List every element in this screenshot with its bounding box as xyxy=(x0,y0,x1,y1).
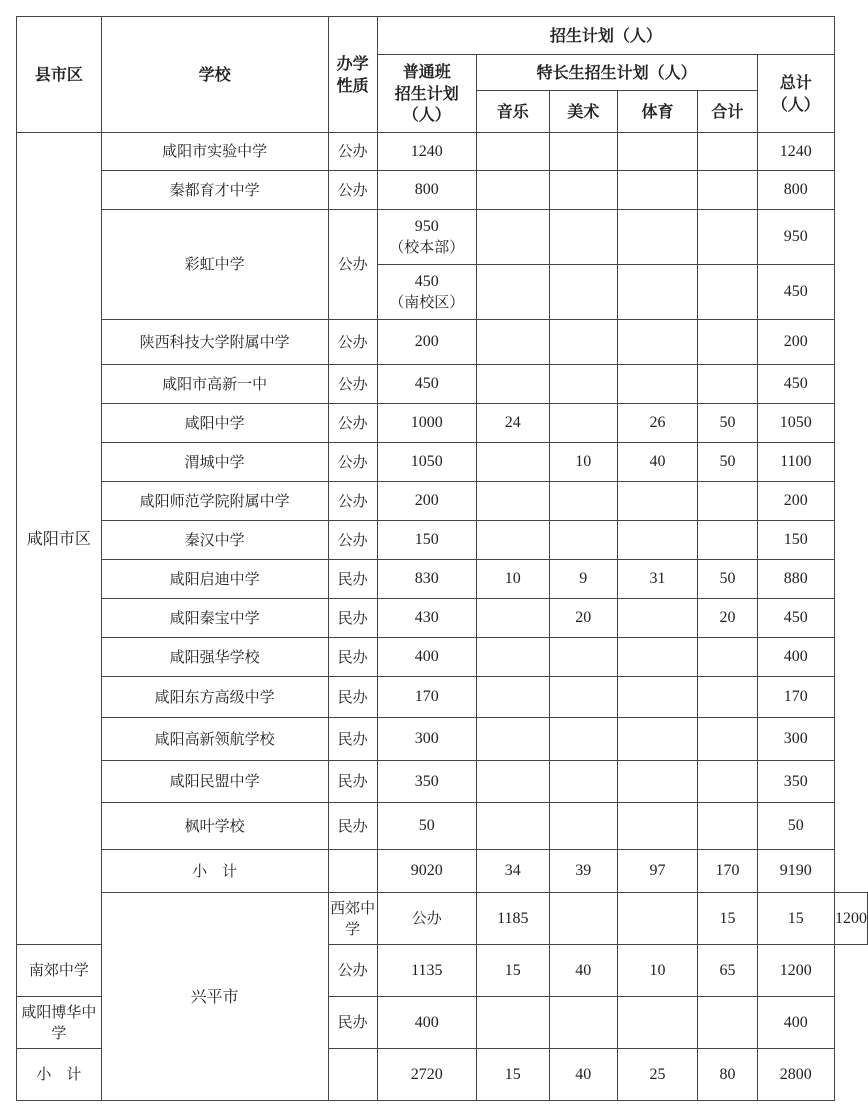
campus-note: （校本部） xyxy=(389,239,465,256)
table-row xyxy=(17,365,868,404)
total-count: 170 xyxy=(757,677,834,718)
music-count xyxy=(476,521,549,560)
header-regular-line3: （人） xyxy=(402,105,451,125)
sports-count xyxy=(617,718,698,761)
music-count xyxy=(476,599,549,638)
total-count: 1050 xyxy=(757,404,834,443)
special-sum xyxy=(698,718,757,761)
music-count xyxy=(476,718,549,761)
school-nature: 公办 xyxy=(328,945,377,997)
art-count xyxy=(549,677,617,718)
special-sum: 50 xyxy=(698,404,757,443)
art-count: 39 xyxy=(549,850,617,893)
header-nature-line2: 性质 xyxy=(336,75,369,95)
table-row xyxy=(17,893,868,945)
sports-count xyxy=(617,320,698,365)
sports-count xyxy=(617,365,698,404)
sports-count xyxy=(617,997,698,1049)
regular-count: 830 xyxy=(377,560,476,599)
header-total-line1: 总计 xyxy=(779,72,812,92)
regular-count: 1050 xyxy=(377,443,476,482)
table-row xyxy=(17,560,868,599)
total-count: 800 xyxy=(757,171,834,210)
sports-count xyxy=(617,761,698,803)
regular-count: 9020 xyxy=(377,850,476,893)
regular-count: 1240 xyxy=(377,133,476,171)
regular-count: 1185 xyxy=(476,893,549,945)
school-name: 咸阳市高新一中 xyxy=(101,365,328,404)
regular-count: 200 xyxy=(377,482,476,521)
music-count xyxy=(476,171,549,210)
school-name: 南郊中学 xyxy=(17,945,102,997)
art-count xyxy=(549,404,617,443)
regular-count: 2720 xyxy=(377,1049,476,1101)
special-sum xyxy=(698,482,757,521)
music-count xyxy=(476,443,549,482)
school-nature: 民办 xyxy=(328,677,377,718)
table-row xyxy=(17,210,868,265)
art-count: 40 xyxy=(549,945,617,997)
table-row xyxy=(17,761,868,803)
school-name: 陕西科技大学附属中学 xyxy=(101,320,328,365)
header-sports: 体育 xyxy=(617,91,698,133)
regular-count: 450 xyxy=(377,365,476,404)
total-count: 200 xyxy=(757,320,834,365)
school-nature: 公办 xyxy=(328,133,377,171)
school-name: 咸阳中学 xyxy=(101,404,328,443)
special-sum xyxy=(698,677,757,718)
regular-count: 150 xyxy=(377,521,476,560)
regular-count: 400 xyxy=(377,997,476,1049)
school-nature: 民办 xyxy=(328,599,377,638)
sports-count: 97 xyxy=(617,850,698,893)
total-count: 350 xyxy=(757,761,834,803)
header-county: 县市区 xyxy=(17,17,102,133)
table-row xyxy=(17,718,868,761)
table-row xyxy=(17,677,868,718)
header-art: 美术 xyxy=(549,91,617,133)
regular-count: 400 xyxy=(377,638,476,677)
special-sum xyxy=(698,171,757,210)
regular-value: 950 xyxy=(414,218,439,236)
art-count xyxy=(617,893,698,945)
music-count: 15 xyxy=(476,945,549,997)
special-sum: 50 xyxy=(698,560,757,599)
total-count: 880 xyxy=(757,560,834,599)
art-count: 40 xyxy=(549,1049,617,1101)
total-count: 1240 xyxy=(757,133,834,171)
total-count: 1200 xyxy=(835,893,868,945)
total-count: 400 xyxy=(757,997,834,1049)
table-row xyxy=(17,803,868,850)
special-sum: 170 xyxy=(698,850,757,893)
school-nature: 公办 xyxy=(328,404,377,443)
header-nature-line1: 办学 xyxy=(336,53,369,73)
art-count: 9 xyxy=(549,560,617,599)
table-row xyxy=(17,404,868,443)
regular-count: 170 xyxy=(377,677,476,718)
total-count: 50 xyxy=(757,803,834,850)
table-row xyxy=(17,599,868,638)
header-subtotal: 合计 xyxy=(698,91,757,133)
subtotal-label: 小 计 xyxy=(101,850,328,893)
special-sum xyxy=(698,803,757,850)
school-name: 秦都育才中学 xyxy=(101,171,328,210)
regular-count: 800 xyxy=(377,171,476,210)
table-row xyxy=(17,521,868,560)
school-nature: 公办 xyxy=(328,210,377,320)
sports-count xyxy=(617,171,698,210)
table-row xyxy=(17,482,868,521)
music-count xyxy=(476,677,549,718)
school-name: 咸阳强华学校 xyxy=(101,638,328,677)
header-enrollment-plan: 招生计划（人） xyxy=(377,17,834,55)
music-count xyxy=(476,761,549,803)
table-row xyxy=(17,171,868,210)
subtotal-row xyxy=(17,850,868,893)
regular-count: 350 xyxy=(377,761,476,803)
music-count xyxy=(476,482,549,521)
total-count: 200 xyxy=(757,482,834,521)
art-count xyxy=(549,171,617,210)
header-regular-line2: 招生计划 xyxy=(394,83,459,103)
campus-note: （南校区） xyxy=(389,294,465,311)
school-name: 渭城中学 xyxy=(101,443,328,482)
total-count: 300 xyxy=(757,718,834,761)
school-name: 咸阳东方高级中学 xyxy=(101,677,328,718)
header-total xyxy=(757,55,834,133)
sports-count: 26 xyxy=(617,404,698,443)
enrollment-table-container xyxy=(16,16,868,1101)
header-nature xyxy=(328,17,377,133)
art-count: 10 xyxy=(549,443,617,482)
school-nature: 民办 xyxy=(328,560,377,599)
regular-value: 450 xyxy=(414,273,439,291)
special-sum xyxy=(698,133,757,171)
total-count: 150 xyxy=(757,521,834,560)
special-sum xyxy=(698,997,757,1049)
art-count xyxy=(549,482,617,521)
header-music: 音乐 xyxy=(476,91,549,133)
music-count xyxy=(476,210,549,265)
sports-count xyxy=(617,482,698,521)
school-nature: 民办 xyxy=(328,761,377,803)
school-name: 秦汉中学 xyxy=(101,521,328,560)
school-name: 咸阳市实验中学 xyxy=(101,133,328,171)
music-count xyxy=(476,133,549,171)
sports-count: 40 xyxy=(617,443,698,482)
special-sum xyxy=(698,365,757,404)
art-count xyxy=(549,803,617,850)
school-name: 咸阳博华中学 xyxy=(17,997,102,1049)
header-regular-plan xyxy=(377,55,476,133)
sports-count xyxy=(617,133,698,171)
table-row xyxy=(17,638,868,677)
art-count xyxy=(549,997,617,1049)
special-sum xyxy=(698,210,757,265)
music-count xyxy=(476,365,549,404)
total-count: 450 xyxy=(757,599,834,638)
regular-count: 1000 xyxy=(377,404,476,443)
school-nature: 公办 xyxy=(328,171,377,210)
art-count xyxy=(549,320,617,365)
school-nature: 民办 xyxy=(328,718,377,761)
music-count: 10 xyxy=(476,560,549,599)
sports-count: 31 xyxy=(617,560,698,599)
art-count xyxy=(549,761,617,803)
art-count xyxy=(549,521,617,560)
table-row xyxy=(17,320,868,365)
school-nature: 公办 xyxy=(328,320,377,365)
school-nature: 公办 xyxy=(328,443,377,482)
special-sum: 15 xyxy=(757,893,834,945)
art-count xyxy=(549,718,617,761)
school-name: 咸阳秦宝中学 xyxy=(101,599,328,638)
regular-count: 430 xyxy=(377,599,476,638)
header-regular-line1: 普通班 xyxy=(402,62,451,82)
school-name: 咸阳民盟中学 xyxy=(101,761,328,803)
school-name: 西郊中学 xyxy=(328,893,377,945)
art-count xyxy=(549,133,617,171)
music-count xyxy=(476,997,549,1049)
total-count: 2800 xyxy=(757,1049,834,1101)
music-count xyxy=(476,320,549,365)
art-count xyxy=(549,210,617,265)
art-count xyxy=(549,638,617,677)
sports-count xyxy=(617,638,698,677)
regular-count: 300 xyxy=(377,718,476,761)
school-nature: 民办 xyxy=(328,803,377,850)
special-sum xyxy=(698,761,757,803)
total-count: 9190 xyxy=(757,850,834,893)
regular-count xyxy=(377,210,476,265)
school-name: 咸阳启迪中学 xyxy=(101,560,328,599)
art-count xyxy=(549,265,617,320)
music-count: 24 xyxy=(476,404,549,443)
school-nature: 公办 xyxy=(328,521,377,560)
sports-count xyxy=(617,803,698,850)
school-nature: 公办 xyxy=(328,482,377,521)
total-count: 1100 xyxy=(757,443,834,482)
sports-count xyxy=(617,265,698,320)
table-row xyxy=(17,133,868,171)
music-count xyxy=(476,265,549,320)
total-count: 450 xyxy=(757,265,834,320)
art-count: 20 xyxy=(549,599,617,638)
sports-count: 15 xyxy=(698,893,757,945)
regular-count: 50 xyxy=(377,803,476,850)
sports-count: 25 xyxy=(617,1049,698,1101)
total-count: 950 xyxy=(757,210,834,265)
school-nature xyxy=(328,850,377,893)
music-count: 34 xyxy=(476,850,549,893)
special-sum: 20 xyxy=(698,599,757,638)
music-count xyxy=(549,893,617,945)
total-count: 400 xyxy=(757,638,834,677)
school-nature xyxy=(328,1049,377,1101)
total-count: 450 xyxy=(757,365,834,404)
music-count: 15 xyxy=(476,1049,549,1101)
art-count xyxy=(549,365,617,404)
table-row xyxy=(17,443,868,482)
school-name: 咸阳高新领航学校 xyxy=(101,718,328,761)
special-sum: 65 xyxy=(698,945,757,997)
special-sum: 50 xyxy=(698,443,757,482)
sports-count xyxy=(617,677,698,718)
school-nature: 公办 xyxy=(377,893,476,945)
header-school: 学校 xyxy=(101,17,328,133)
sports-count xyxy=(617,599,698,638)
school-name: 彩虹中学 xyxy=(101,210,328,320)
special-sum: 80 xyxy=(698,1049,757,1101)
special-sum xyxy=(698,265,757,320)
total-count: 1200 xyxy=(757,945,834,997)
county-name: 咸阳市区 xyxy=(17,133,102,945)
music-count xyxy=(476,638,549,677)
sports-count xyxy=(617,210,698,265)
school-nature: 公办 xyxy=(328,365,377,404)
regular-count xyxy=(377,265,476,320)
sports-count xyxy=(617,521,698,560)
subtotal-label: 小 计 xyxy=(17,1049,102,1101)
header-total-line2: （人） xyxy=(771,94,820,114)
school-nature: 民办 xyxy=(328,997,377,1049)
county-name: 兴平市 xyxy=(101,893,328,1101)
school-name: 枫叶学校 xyxy=(101,803,328,850)
header-special-plan: 特长生招生计划（人） xyxy=(476,55,757,91)
music-count xyxy=(476,803,549,850)
school-name: 咸阳师范学院附属中学 xyxy=(101,482,328,521)
special-sum xyxy=(698,521,757,560)
special-sum xyxy=(698,638,757,677)
special-sum xyxy=(698,320,757,365)
enrollment-plan-table xyxy=(16,16,868,1101)
regular-count: 200 xyxy=(377,320,476,365)
regular-count: 1135 xyxy=(377,945,476,997)
school-nature: 民办 xyxy=(328,638,377,677)
sports-count: 10 xyxy=(617,945,698,997)
